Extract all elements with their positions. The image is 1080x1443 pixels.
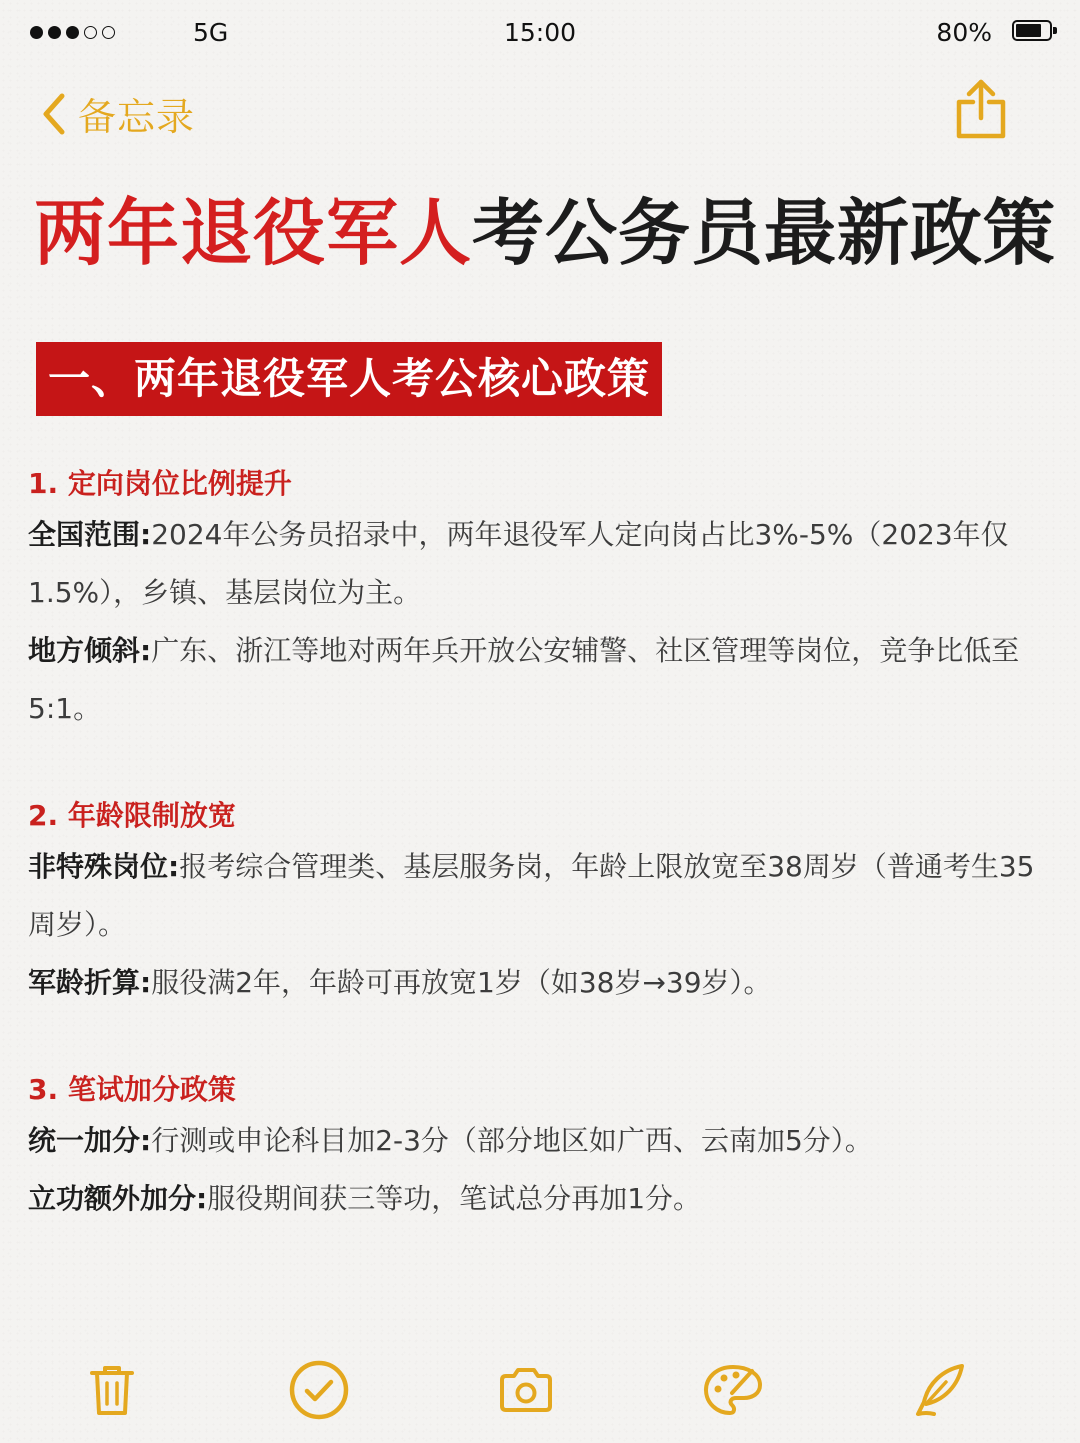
para-label: 统一加分:: [28, 1124, 152, 1157]
para-label: 立功额外加分:: [28, 1182, 208, 1215]
back-label: 备忘录: [78, 95, 196, 139]
chevron-left-icon: [40, 92, 68, 136]
status-bar: [0, 0, 1080, 66]
para-text: 服役期间获三等功，笔试总分再加1分。: [207, 1182, 702, 1215]
checklist-button[interactable]: [284, 1355, 354, 1425]
back-button[interactable]: [40, 86, 195, 141]
para-label: 全国范围:: [28, 518, 152, 551]
share-button[interactable]: [954, 78, 1008, 146]
markup-button[interactable]: [698, 1355, 768, 1425]
para-text: 行测或申论科目加2-3分（部分地区如广西、云南加5分）。: [151, 1124, 873, 1157]
policy-item: [28, 1068, 1058, 1228]
item-paragraph: [28, 1112, 1058, 1170]
para-text: 广东、浙江等地对两年兵开放公安辅警、社区管理等岗位，竞争比低至5:1。: [28, 634, 1020, 725]
para-text: 报考综合管理类、基层服务岗，年龄上限放宽至38周岁（普通考生35周岁）。: [28, 850, 1035, 941]
delete-button[interactable]: [77, 1355, 147, 1425]
compose-button[interactable]: [905, 1355, 975, 1425]
battery-icon: [1012, 20, 1052, 41]
title-rest: 考公务员最新政策: [472, 191, 1057, 275]
note-body[interactable]: [28, 462, 1058, 1228]
para-text: 服役满2年，年龄可再放宽1岁（如38岁→39岁）。: [151, 966, 772, 999]
trash-icon: [88, 1363, 136, 1417]
pen-icon: [912, 1362, 968, 1418]
policy-item: [28, 794, 1058, 1012]
palette-icon: [702, 1363, 764, 1417]
title-highlight: 两年退役军人: [34, 191, 473, 275]
share-icon: [954, 78, 1008, 142]
camera-icon: [498, 1366, 554, 1414]
battery-percentage: 80%: [936, 18, 992, 47]
item-heading: 2. 年龄限制放宽: [28, 799, 236, 832]
para-label: 军龄折算:: [28, 966, 152, 999]
section-heading: 一、两年退役军人考公核心政策: [36, 342, 662, 416]
item-paragraph: [28, 954, 1058, 1012]
para-label: 地方倾斜:: [28, 634, 152, 667]
item-paragraph: [28, 506, 1058, 622]
nav-bar: [0, 78, 1080, 148]
policy-item: [28, 462, 1058, 738]
item-paragraph: [28, 622, 1058, 738]
item-paragraph: [28, 1170, 1058, 1228]
para-label: 非特殊岗位:: [28, 850, 180, 883]
status-time: 15:00: [503, 18, 577, 47]
para-text: 2024年公务员招录中，两年退役军人定向岗占比3%-5%（2023年仅1.5%），乡镇、基层岗位为主。: [28, 518, 1009, 609]
item-heading: 1. 定向岗位比例提升: [28, 467, 292, 500]
camera-button[interactable]: [491, 1355, 561, 1425]
item-paragraph: [28, 838, 1058, 954]
carrier-label: 5G: [193, 18, 229, 47]
bottom-toolbar: [0, 1355, 1080, 1425]
checklist-icon: [288, 1359, 350, 1421]
item-heading: 3. 笔试加分政策: [28, 1073, 236, 1106]
page-title: [34, 191, 1057, 275]
